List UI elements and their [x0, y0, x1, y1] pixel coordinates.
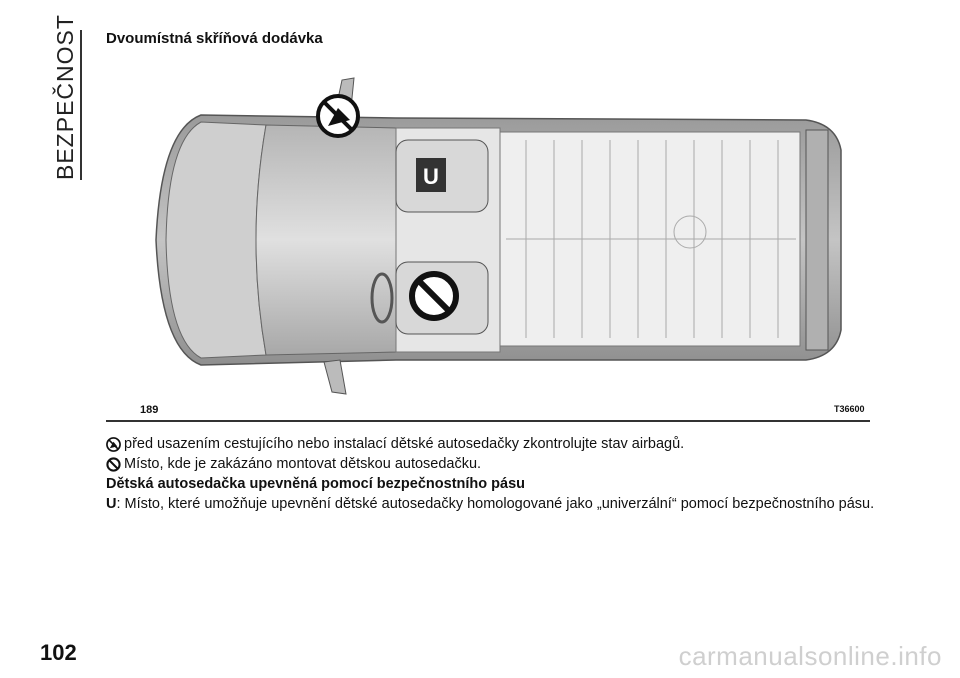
airbag-text: před usazením cestujícího nebo instalací dětské autosedačky zkontrolujte stav airbagů.: [124, 436, 685, 452]
figure-number: 189: [140, 404, 159, 416]
legend-airbag-row: [106, 434, 906, 454]
forbidden-seat-icon: [412, 274, 456, 318]
page-number: 102: [40, 640, 77, 665]
van-top-view-illustration: [106, 60, 870, 420]
legend-u-row: [106, 494, 906, 514]
section-tab: [52, 14, 82, 180]
u-text: : Místo, které umožňuje upevnění dětské autosedačky homologované jako „univerzální“ pomocí bezpečnostního pásu.: [116, 496, 875, 512]
legend-forbidden-row: [106, 454, 906, 474]
legend-text: [106, 434, 906, 514]
rear-doors: [806, 130, 828, 350]
forbidden-text: Místo, kde je zakázáno montovat dětskou autosedačku.: [124, 456, 482, 472]
cab-interior: [256, 125, 396, 355]
legend-subheading: Dětská autosedačka upevněná pomocí bezpečnostního pásu: [106, 476, 525, 492]
forbidden-inline-icon: [106, 457, 121, 472]
u-key: U: [106, 496, 117, 512]
mirror-right: [324, 360, 346, 394]
airbag-warning-inline-icon: [106, 437, 121, 452]
figure-code: T36600: [834, 404, 865, 414]
watermark: carmanualsonline.info: [678, 641, 942, 671]
van-hood: [166, 122, 266, 358]
page-heading: Dvoumístná skříňová dodávka: [106, 30, 323, 47]
van-figure: [106, 60, 870, 422]
universal-seat-badge-label: U: [423, 164, 439, 189]
section-tab-line: [80, 30, 82, 180]
section-tab-label: BEZPEČNOST: [52, 14, 78, 180]
airbag-warning-icon: [318, 96, 358, 136]
